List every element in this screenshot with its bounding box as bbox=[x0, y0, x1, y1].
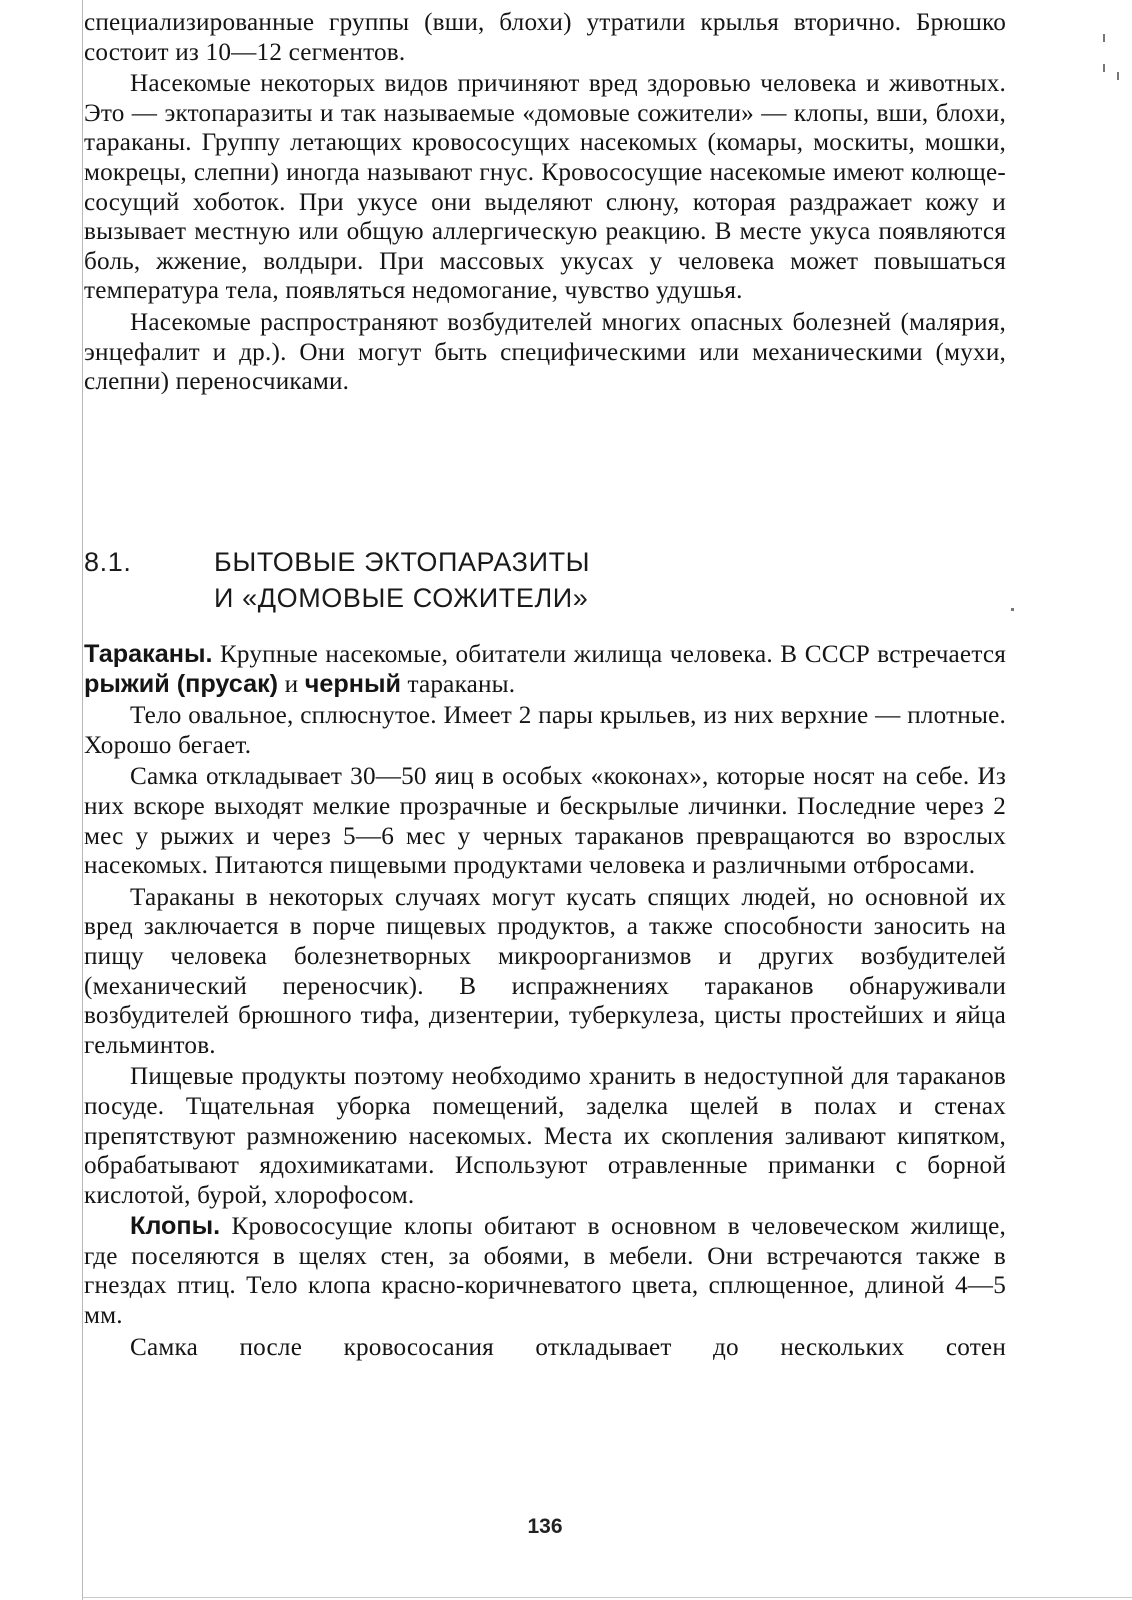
paragraph-cockroaches-intro bbox=[84, 640, 1006, 699]
lead-cockroaches: Тараканы. bbox=[84, 640, 213, 668]
lead-bedbugs: Клопы. bbox=[130, 1212, 221, 1241]
page-bottom-edge bbox=[82, 1597, 1132, 1598]
paragraph-bedbugs-continuation: Самка после кровососания откладывает до нескольких сотен bbox=[130, 1333, 1006, 1361]
scan-mark bbox=[1117, 72, 1119, 80]
paragraph-continuation: специализированные группы (вши, блохи) утратили крылья вторично. Брюшко состоит из 10—12 сегментов. bbox=[84, 9, 1006, 66]
scan-mark bbox=[1103, 34, 1105, 42]
page-number: 136 bbox=[527, 1515, 563, 1538]
text-run: и bbox=[278, 670, 305, 698]
section-title-line2: И «ДОМОВЫЕ СОЖИТЕЛИ» bbox=[214, 583, 589, 613]
paragraph-cockroach-harm: Тараканы в некоторых случаях могут кусать спящих людей, но основной их вред заключается в порче пищевых продуктов, а также способности заносить на пищу человека болезнетворных микроорганизмов и других возбудителей (механический переносчик). В испражнениях тараканов обнаруживали возбудителей брюшного тифа, дизентерии, туберкулеза, цисты простейших и яйца гельминтов. bbox=[84, 883, 1006, 1059]
section-title-line1: БЫТОВЫЕ ЭКТОПАРАЗИТЫ bbox=[214, 547, 591, 577]
paragraph-cockroach-body: Тело овальное, сплюснутое. Имеет 2 пары крыльев, из них верхние — плотные. Хорошо бегает. bbox=[84, 702, 1006, 759]
intro-text bbox=[84, 8, 1006, 397]
section-number: 8.1. bbox=[84, 547, 132, 577]
page-left-edge bbox=[82, 0, 83, 1600]
scan-mark bbox=[1011, 608, 1014, 611]
paragraph-cockroach-eggs: Самка откладывает 30—50 яиц в особых «коконах», которые носят на себе. Из них вскоре выходят мелкие прозрачные и бескрылые личинки. Последние через 2 мес у рыжих и через 5—6 мес у черных тараканов превращаются во взрослых насекомых. Питаются пищевыми продуктами человека и различными отбросами. bbox=[84, 763, 1006, 880]
paragraph-spread: Насекомые распространяют возбудителей многих опасных болезней (малярия, энцефалит и др.). Они могут быть специфическими или механическими (мухи, слепни) переносчиками. bbox=[84, 308, 1006, 396]
term-black-cockroach: черный bbox=[304, 669, 401, 698]
paragraph-harm: Насекомые некоторых видов причиняют вред здоровью человека и животных. Это — эктопаразиты и так называемые «домовые сожители» — клопы, вши, блохи, тараканы. Группу летающих кровососущих насекомых (комары, москиты, мошки, мокрецы, слепни) иногда называют гнус. Кровососущие насекомые имеют колюще-сосущий хоботок. При укусе они выделяют слюну, которая раздражает кожу и вызывает местную или общую аллергическую реакцию. В месте укуса появляются боль, жжение, волдыри. При массовых укусах у человека может повышаться температура тела, появляться недомогание, чувство удушья. bbox=[84, 70, 1006, 305]
text-run: Кровососущие клопы обитают в основном в человеческом жилище, где поселяются в щелях стен, за обоями, в мебели. Они встречаются также в гнездах птиц. Тело клопа красно-коричневатого цвета, сплющенное, длиной 4—5 мм. bbox=[84, 1213, 1006, 1330]
paragraph-bedbugs bbox=[84, 1212, 1006, 1330]
text-run: Крупные насекомые, обитатели жилища человека. В СССР встречается bbox=[212, 641, 1006, 668]
scan-mark bbox=[1103, 64, 1105, 72]
section-body bbox=[84, 640, 1006, 1362]
term-red-cockroach: рыжий (прусак) bbox=[84, 669, 279, 698]
paragraph-cockroach-control: Пищевые продукты поэтому необходимо хранить в недоступной для тараканов посуде. Тщательная уборка помещений, заделка щелей в полах и стенах препятствуют размножению насекомых. Места их скопления заливают кипятком, обрабатывают ядохимикатами. Используют отравленные приманки с борной кислотой, бурой, хлорофосом. bbox=[84, 1063, 1006, 1209]
text-run: тараканы. bbox=[401, 670, 516, 698]
